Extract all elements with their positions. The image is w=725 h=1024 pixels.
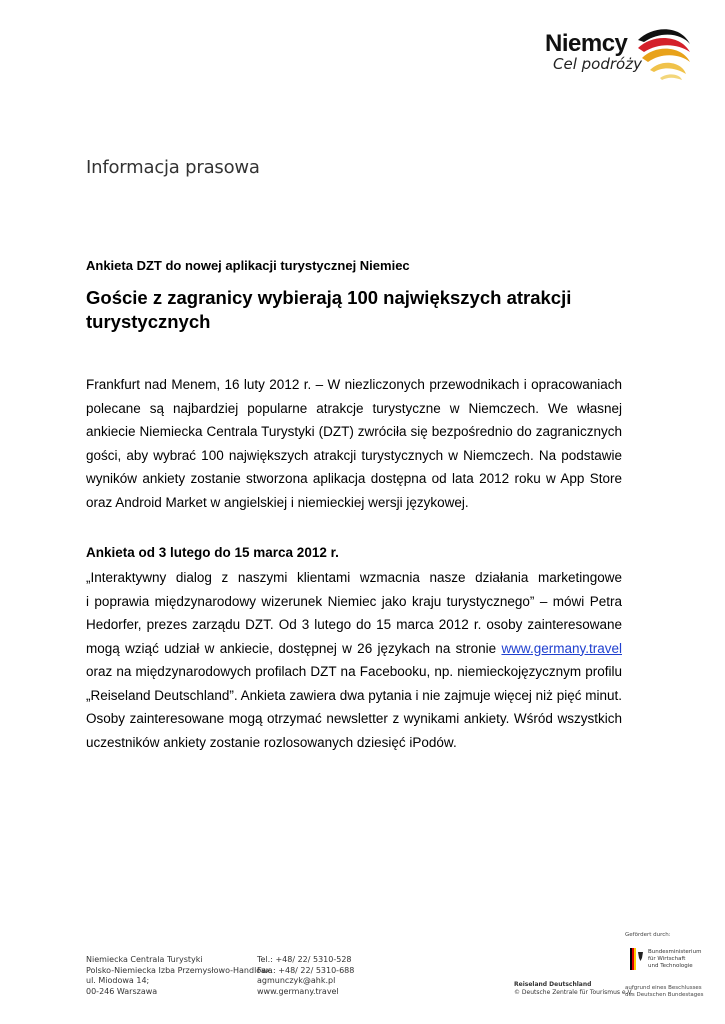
bmwi-line: und Technologie (648, 963, 693, 969)
paragraph-1 (86, 373, 622, 514)
bundestag-resolution-label (625, 985, 704, 999)
footer-line: ul. Miodowa 14; (86, 976, 150, 985)
bmwi-label (648, 949, 701, 970)
german-eagle-flag-icon (630, 948, 644, 970)
footer-email[interactable]: agmunczyk@ahk.pl (257, 976, 336, 985)
footer-organization (86, 955, 273, 997)
footer-contact (257, 955, 354, 997)
funded-by-label: Gefördert durch: (625, 932, 671, 938)
paragraph-line: i poprawia międzynarodowy wizerunek Niemiec jako kraju turystycznego” – mówi Petra (86, 593, 622, 609)
headline: Goście z zagranicy wybierają 100 największych atrakcji turystycznych (86, 287, 572, 332)
reiseland-copyright: © Deutsche Zentrale für Tourismus e.V. (514, 989, 633, 996)
kicker-line: Ankieta DZT do nowej aplikacji turystycznej Niemiec (86, 258, 410, 273)
logo-title: Niemcy (545, 30, 628, 57)
footer-fax: Fax.: +48/ 22/ 5310-688 (257, 965, 355, 975)
paragraph-line: ankiecie Niemiecka Centrala Turystyki (DZT) zwróciła się bezpośrednio do zagranicznych (86, 424, 622, 439)
paragraph-line: gości, aby wybrać 100 największych atrakcji turystycznych w Niemczech. Na podstawie (86, 447, 622, 463)
germany-travel-link[interactable]: www.germany.travel (501, 640, 622, 656)
bmwi-line: Bundesministerium (648, 949, 702, 955)
reiseland-title: Reiseland Deutschland (514, 981, 592, 988)
paragraph-line: Frankfurt nad Menem, 16 luty 2012 r. – W niezliczonych przewodnikach i opracowaniach (86, 377, 622, 392)
paragraph-line: uczestników ankiety zostanie rozlosowanych dziesięć iPodów. (86, 734, 457, 750)
document-type-heading: Informacja prasowa (86, 157, 260, 178)
paragraph-line: „Interaktywny dialog z naszymi klientami wzmacnia nasze działania marketingowe (86, 570, 622, 585)
footer-website[interactable]: www.germany.travel (257, 986, 339, 996)
logo-subtitle: Cel podróży (553, 55, 642, 73)
paragraph-line: wyników ankiety zostanie stworzona aplikacja dostępna od lata 2012 roku w App Store (86, 471, 622, 486)
paragraph-line: „Reiseland Deutschland”. Ankieta zawiera dwa pytania i nie zajmuje więcej niż pięć minut. (86, 687, 622, 703)
footer-line: 00-246 Warszawa (86, 986, 158, 996)
paragraph-line: oraz Android Market w angielskiej i niemieckiej wersji językowej. (86, 494, 469, 510)
aufgrund-line: aufgrund eines Beschlusses (625, 985, 702, 991)
paragraph-line: polecane są najbardziej popularne atrakcje turystyczne w Niemczech. We własnej (86, 400, 622, 416)
paragraph-line-with-link (86, 637, 622, 661)
bmwi-line: für Wirtschaft (648, 956, 686, 962)
paragraph-line: Osoby zainteresowane mogą otrzymać newsletter z wynikami ankiety. Wśród wszystkich (86, 711, 622, 726)
footer-reiseland (514, 981, 633, 997)
link-line-prefix: mogą wziąć udział w ankiecie, dostępnej w 26 językach na stronie (86, 640, 497, 656)
footer-phone: Tel.: +48/ 22/ 5310-528 (257, 955, 352, 964)
paragraph-line: oraz na międzynarodowych profilach DZT na Facebooku, np. niemieckojęzycznym profilu (86, 664, 622, 679)
footer-line: Niemiecka Centrala Turystyki (86, 955, 203, 964)
section-title: Ankieta od 3 lutego do 15 marca 2012 r. (86, 545, 339, 560)
paragraph-2 (86, 566, 622, 754)
paragraph-line: Hedorfer, prezes zarządu DZT. Od 3 lutego do 15 marca 2012 r. osoby zainteresowane (86, 617, 622, 632)
footer-line: Polsko-Niemiecka Izba Przemysłowo-Handlowa (86, 965, 273, 975)
germany-swirl-logo-icon (632, 22, 694, 84)
aufgrund-line: des Deutschen Bundestages (625, 992, 704, 998)
